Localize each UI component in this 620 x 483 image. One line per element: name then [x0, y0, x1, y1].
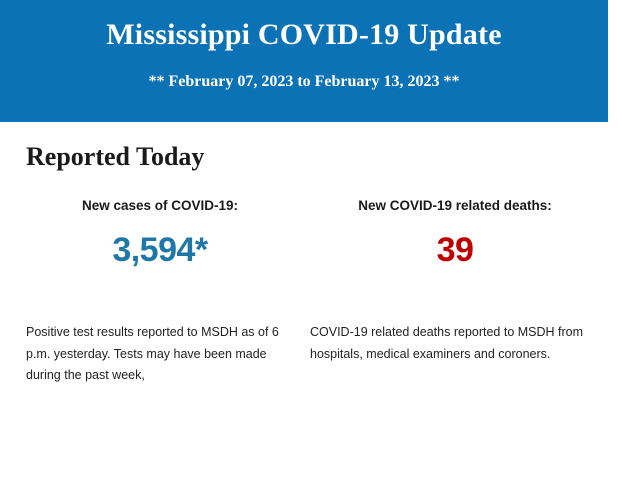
notes-row [0, 270, 620, 387]
new-deaths-note-container [310, 322, 620, 387]
new-deaths-label: New COVID-19 related deaths: [358, 198, 552, 213]
new-cases-note: Positive test results reported to MSDH as of 6 p.m. yesterday. Tests may have been made during the past week, [26, 325, 279, 382]
new-cases-note-container [0, 322, 310, 387]
stat-card-new-deaths [300, 198, 600, 270]
stats-row [0, 172, 620, 270]
date-range-label: ** February 07, 2023 to February 13, 2023 ** [148, 72, 460, 90]
stat-card-new-cases [0, 198, 300, 270]
new-cases-label: New cases of COVID-19: [81, 198, 239, 213]
new-cases-value: 3,594* [112, 231, 208, 269]
header-banner [0, 0, 608, 122]
new-deaths-value: 39 [436, 231, 474, 269]
page-title: Mississippi COVID-19 Update [106, 18, 502, 51]
section-title-reported-today: Reported Today [26, 142, 205, 171]
new-deaths-note: COVID-19 related deaths reported to MSDH from hospitals, medical examiners and coroners. [310, 325, 584, 361]
